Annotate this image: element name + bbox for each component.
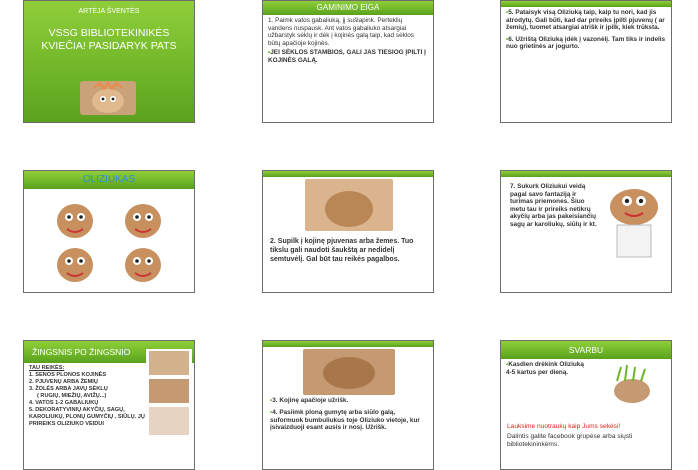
step-1-note [263,49,433,66]
slide-important[interactable] [500,340,672,470]
slide-step-2[interactable] [262,170,434,293]
photo-request: Lauksime nuotraukų kaip Jums sekėsi! [507,423,621,430]
materials-photo-icon [146,349,192,439]
sock-photo-icon [305,179,393,231]
bullet-icon: • [506,361,509,368]
materials-item: ( RUGIŲ, MIEŽIŲ, AVIŽŲ...) [37,393,107,399]
slide-oliziukas[interactable] [23,170,195,293]
materials-subtitle: TAU REIKĖS: [29,365,65,371]
sock-tied-photo-icon [303,349,395,395]
slide-band [263,171,433,177]
title-banner [24,1,194,123]
materials-item: 3. ŽOLĖS ARBA JAVŲ SĖKLŲ [29,386,108,392]
materials-item: 1. SENOS PLONOS KOJINĖS [29,372,107,378]
slide-header: ARTĖJA ŠVENTĖS [78,8,140,15]
slide-title[interactable] [23,0,195,123]
bullet-icon: • [268,49,271,57]
materials-list [24,363,152,430]
materials-item: 4. VATOS 1-2 GABALIUKŲ [29,400,99,406]
important-note [501,359,591,378]
slide-band [501,171,671,177]
slide-steps-3-4[interactable] [262,340,434,470]
sharing-note: Dalintis galite facebook grupėse arba siųsti bibliotekininkėms. [507,433,633,448]
oliziukas-photos-icon [35,193,185,291]
step-7-text: 7. Sukurk Oliziukui veidą pagal savo fantaziją ir turimas priemones. Šiuo metu tau ir prireiks netikrų akyčių arba jas pakeisiančių sagų ar karoliukų, siūlų ir kt. [510,183,597,228]
slide-band [263,341,433,347]
slide-header: GAMINIMO EIGA [263,1,433,15]
slide-steps-5-6[interactable] [500,0,672,123]
step-1-text: 1. Paimk vatos gabaliuką, jį sušlapink. Perteklių vandens nuspausk. Ant vatos gabaliuko atsargiai užbarstyk sėklų ir dėk į kojinės galą taip, kad sėklos būtų apačioje kojinės. [268,17,414,47]
oliziukas-pot-icon [599,183,669,263]
bullet-icon: • [270,409,273,416]
oliziukas-grass-icon [597,363,667,403]
step-1-note-text: JEI SĖKLOS STAMBIOS, GALI JAS TIESIOG ĮPILTI Į KOJINĖS GALĄ. [268,49,426,64]
step-6-text [501,34,671,53]
materials-item: 2. PJUVENŲ ARBA ŽEMIŲ [29,379,98,385]
slide-step-7[interactable] [500,170,672,293]
bullet-icon: • [270,397,273,404]
step-4-text-content: 4. Pasiimk ploną gumytę arba siūlo galą, suformuok bumbuliukus toje Oliziuko vietoje, kur įsivaizduoji esant ausis ir nosį. Užrišk. [270,409,420,432]
bullet-icon: • [506,9,509,16]
step-3-text-content: 3. Kojinę apačioje užrišk. [272,397,349,404]
slide-steps-1[interactable] [262,0,434,123]
slide-title-text: VSSG BIBLIOTEKINIKĖS KVIEČIA! PASIDARYK PATS [41,27,177,52]
step-3-text [265,395,431,407]
slide-header: ŽINGSNIS PO ŽINGSNIO [24,341,194,363]
step-2-text: 2. Supilk į kojinę pjuvenas arba žemes. Tuo tikslu gali naudoti šaukštą ar nedidelį semtuvėlį. Gal būt tau reikės pagalbos. [270,238,414,263]
important-note-text: Kasdien drėkink Oliziuką 4-5 kartus per dieną. [506,361,584,376]
step-6-text-content: 6. Užrištą Oliziuką įdėk į vazonėlį. Tam tiks ir indelis nuo grietinės ar jogurto. [506,35,666,51]
bullet-icon: • [506,35,509,43]
slide-header: OLIZIUKAS [24,171,194,189]
materials-item: 5. DEKORATYVINIŲ AKYČIŲ, SAGŲ, KAROLIUKŲ, PLONŲ GUMYČIŲ , SIŪLŲ. JŲ PRIREIKS OLIZIUKO VEIDUI [29,407,145,427]
slide-header: SVARBU [501,341,671,359]
slide-step-by-step[interactable] [23,340,195,470]
step-4-text [265,407,431,434]
step-5-text-content: 5. Pataisyk visą Oliziuką taip, kaip tu nori, kad jis atrodytų. Gali būti, kad dar prireiks įpilti pjuvenų ( ar žemių), tuomet atsargiai atrišk ir įpilk, kiek trūksta. [506,9,665,32]
oliziukas-photo-icon [80,81,136,115]
step-5-text [501,7,671,34]
